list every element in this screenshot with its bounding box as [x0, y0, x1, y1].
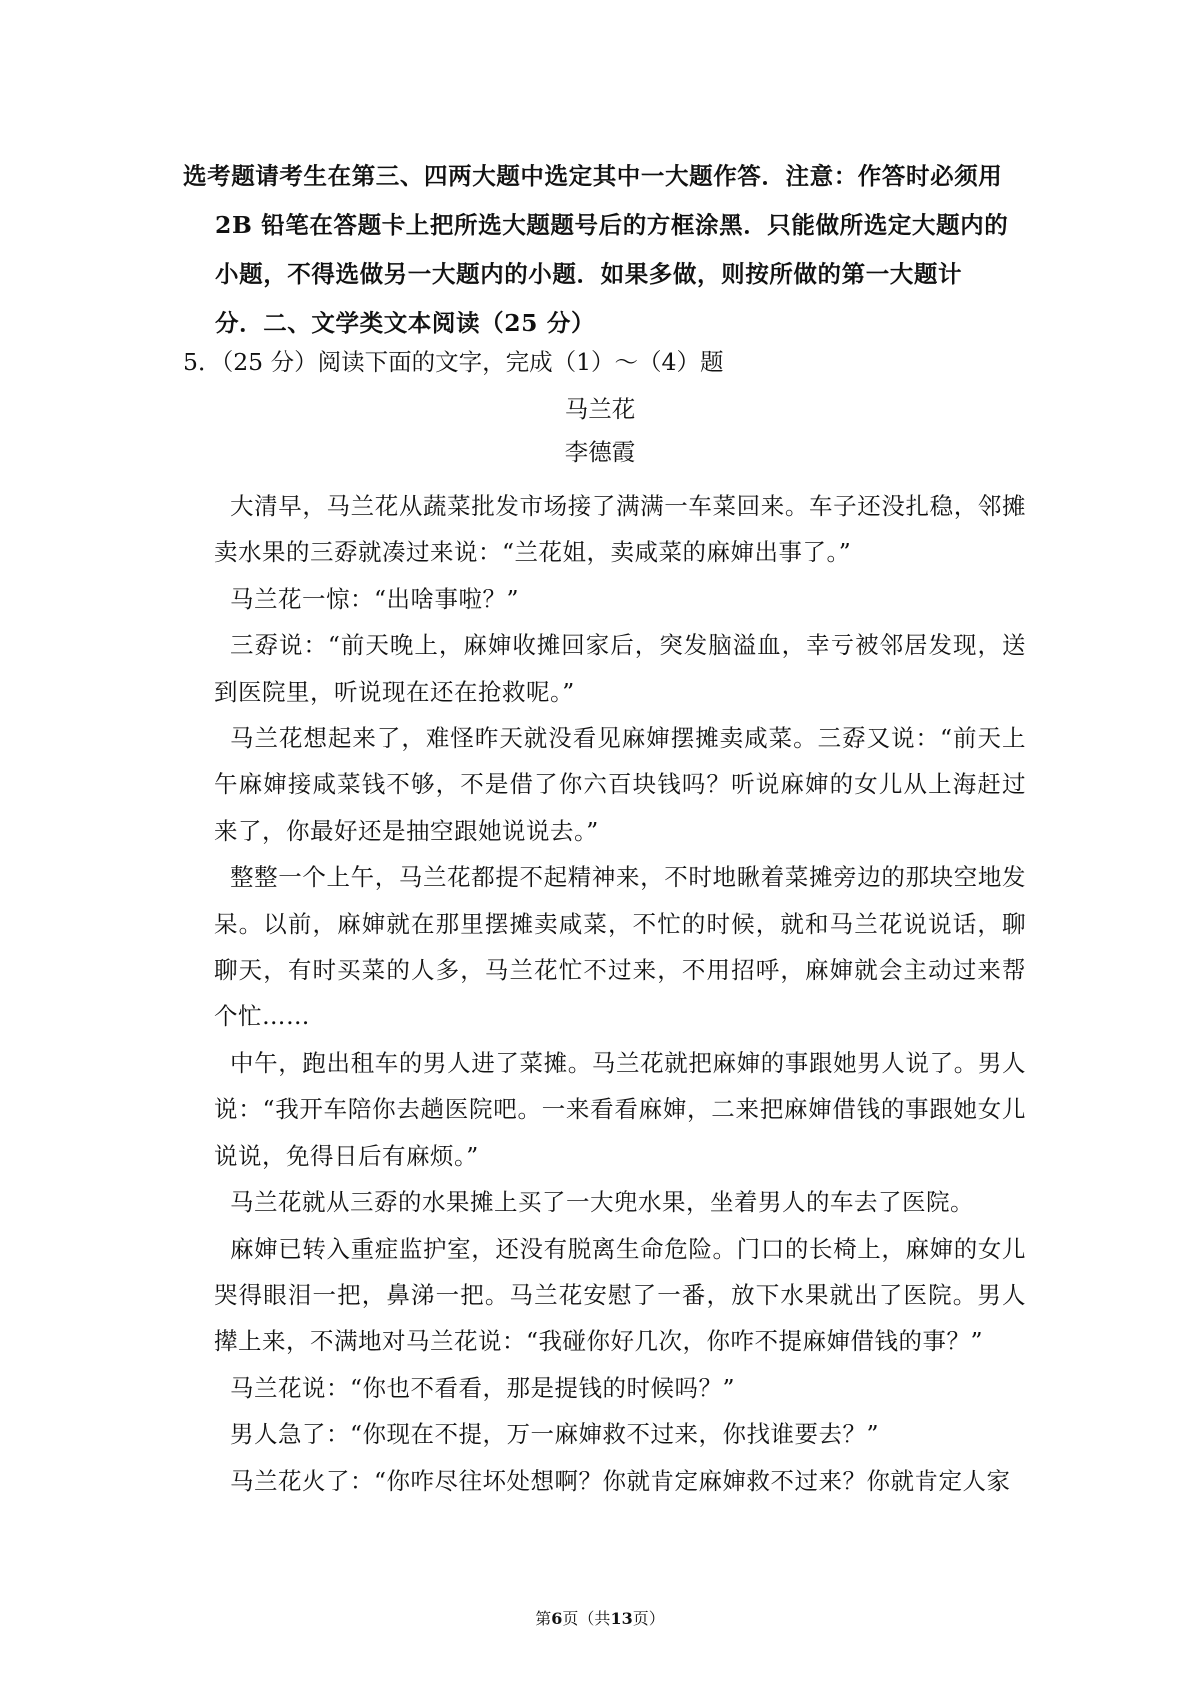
article-author: 李德霞	[564, 438, 636, 466]
footer-prefix: 第	[535, 1609, 552, 1628]
article-paragraph: 马兰花想起来了，难怪昨天就没看见麻婶摆摊卖咸菜。三孬又说：“前天上午麻婶接咸菜钱不够，不是借了你六百块钱吗？听说麻婶的女儿从上海赶过来了，你最好还是抽空跟她说说去。”	[214, 724, 1026, 845]
article-paragraph: 马兰花火了：“你咋尽往坏处想啊？你就肯定麻婶救不过来？你就肯定人家	[230, 1466, 1011, 1495]
article-paragraph: 马兰花一惊：“出啥事啦？”	[230, 584, 520, 613]
question-heading: 5．（25 分）阅读下面的文字，完成（1）～（4）题	[183, 348, 724, 376]
article-title: 马兰花	[564, 395, 636, 423]
page-number: 6	[551, 1609, 563, 1628]
article-paragraph: 麻婶已转入重症监护室，还没有脱离生命危险。门口的长椅上，麻婶的女儿哭得眼泪一把，鼻涕一把。马兰花安慰了一番，放下水果就出了医院。男人撵上来，不满地对马兰花说：“我碰你好几次，你咋不提麻婶借钱的事？”	[214, 1234, 1026, 1356]
footer-middle: 页（共	[562, 1609, 611, 1628]
article-paragraph: 三孬说：“前天晚上，麻婶收摊回家后，突发脑溢血，幸亏被邻居发现，送到医院里，听说现在还在抢救呢。”	[214, 631, 1026, 706]
instruction-line: 2B 铅笔在答题卡上把所选大题题号后的方框涂黑．只能做所选定大题内的	[215, 211, 1009, 239]
instruction-line: 选考题请考生在第三、四两大题中选定其中一大题作答．注意：作答时必须用	[183, 162, 1003, 190]
footer-suffix: 页）	[632, 1609, 665, 1628]
article-paragraph: 马兰花就从三孬的水果摊上买了一大兜水果，坐着男人的车去了医院。	[230, 1188, 974, 1217]
total-pages: 13	[610, 1609, 633, 1628]
article-body	[214, 483, 1026, 1504]
instruction-line: 分．二、文学类文本阅读（25 分）	[215, 309, 596, 337]
exam-instructions	[183, 152, 1025, 348]
article-paragraph: 中午，跑出租车的男人进了菜摊。马兰花就把麻婶的事跟她男人说了。男人说：“我开车陪你去趟医院吧。一来看看麻婶，二来把麻婶借钱的事跟她女儿说说，免得日后有麻烦。”	[214, 1048, 1026, 1170]
article-paragraph: 马兰花说：“你也不看看，那是提钱的时候吗？”	[230, 1373, 736, 1402]
article-paragraph: 大清早，马兰花从蔬菜批发市场接了满满一车菜回来。车子还没扎稳，邻摊卖水果的三孬就凑过来说：“兰花姐，卖咸菜的麻婶出事了。”	[214, 492, 1026, 567]
instruction-line: 小题，不得选做另一大题内的小题．如果多做，则按所做的第一大题计	[215, 260, 963, 288]
article-paragraph: 整整一个上午，马兰花都提不起精神来，不时地瞅着菜摊旁边的那块空地发呆。以前，麻婶就在那里摆摊卖咸菜，不忙的时候，就和马兰花说说话，聊聊天，有时买菜的人多，马兰花忙不过来，不用招呼，麻婶就会主动过来帮个忙……	[214, 863, 1026, 1031]
article-paragraph: 男人急了：“你现在不提，万一麻婶救不过来，你找谁要去？”	[230, 1420, 880, 1449]
page-footer	[0, 1608, 1200, 1630]
